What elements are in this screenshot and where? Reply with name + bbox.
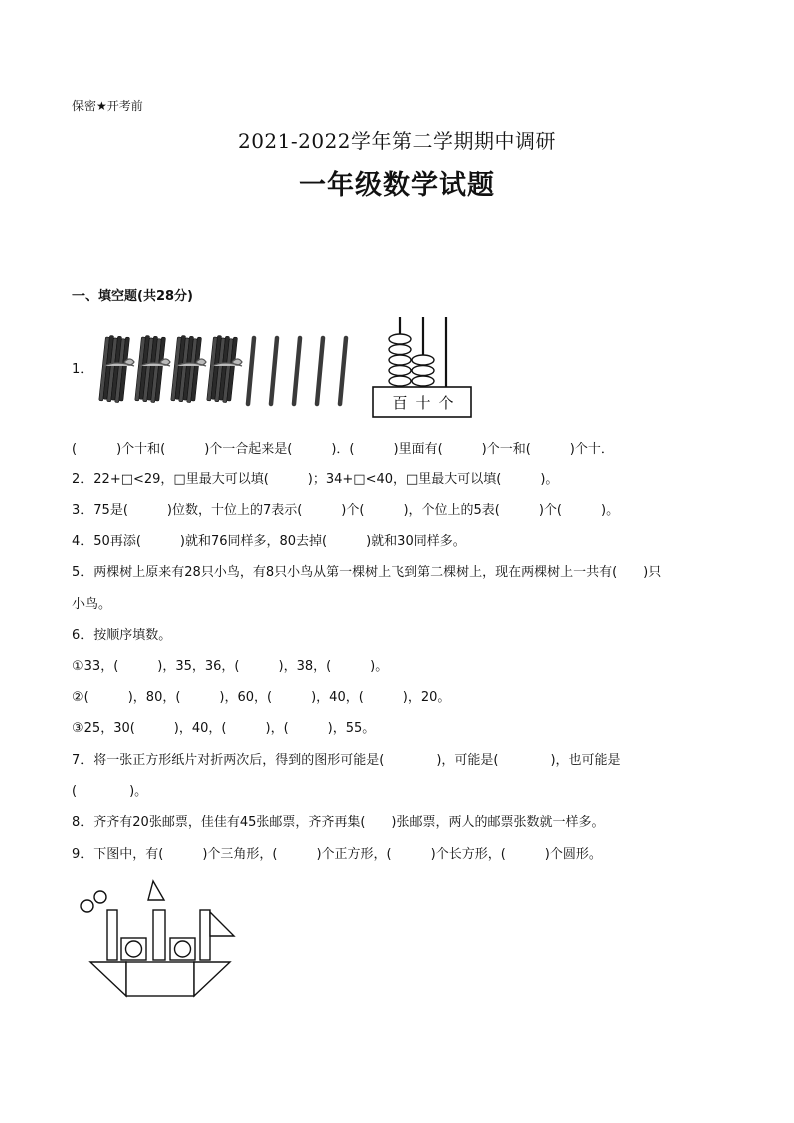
single-stick [271, 338, 277, 404]
abacus-bead [412, 355, 434, 365]
left-tall-rectangle [107, 910, 117, 960]
stick-bundle [99, 335, 134, 402]
right-square-circle [175, 941, 191, 957]
abacus-figure [370, 315, 476, 421]
stick-bundles-figure [98, 332, 360, 408]
abacus-bead [389, 355, 411, 365]
abacus-label-ones: 个 [438, 394, 454, 412]
question-8: 8．齐齐有20张邮票，佳佳有45张邮票，齐齐再集( )张邮票，两人的邮票张数就一样多。 [72, 815, 605, 830]
question-6-part1: ①33，( )，35，36，( )，38，( )。 [72, 659, 389, 674]
question-5-line1: 5．两棵树上原来有28只小鸟，有8只小鸟从第一棵树上飞到第二棵树上，现在两棵树上一共有( )只 [72, 565, 662, 580]
stick-bundle [135, 335, 170, 402]
stick-bundle [171, 335, 206, 402]
section-heading-fill-blanks: 一、填空题(共28分) [72, 289, 193, 304]
question-1-text: ( )个十和( )个一合起来是( )．( )里面有( )个一和( )个十． [72, 442, 614, 457]
confidential-label: 保密★开考前 [72, 99, 143, 113]
single-stick [340, 338, 346, 404]
abacus-bead [412, 366, 434, 376]
question-7-line1: 7．将一张正方形纸片对折两次后，得到的图形可能是( )，可能是( )，也可能是 [72, 753, 621, 768]
question-6: 6．按顺序填数。 [72, 628, 172, 643]
abacus-bead [389, 376, 411, 386]
single-stick [294, 338, 300, 404]
question-2: 2．22+□<29，□里最大可以填( )；34+□<40，□里最大可以填( )。 [72, 472, 559, 487]
hull-left-triangle [90, 962, 126, 996]
abacus-bead [412, 376, 434, 386]
small-circle-2 [94, 891, 106, 903]
question-1-number: 1． [72, 362, 94, 377]
question-4: 4．50再添( )就和76同样多，80去掉( )就和30同样多。 [72, 534, 466, 549]
question-7-line2: ( )。 [72, 784, 148, 799]
abacus-bead [389, 334, 411, 344]
right-tall-rectangle [200, 910, 210, 960]
hull-right-triangle [194, 962, 230, 996]
left-square-circle [126, 941, 142, 957]
abacus-label-tens: 十 [415, 394, 431, 412]
shape-boat-figure [74, 878, 244, 1002]
exam-title-line1: 2021-2022学年第二学期期中调研 [237, 129, 557, 153]
single-stick [317, 338, 323, 404]
flag-triangle [210, 912, 234, 936]
single-stick [248, 338, 254, 404]
question-5-line2: 小鸟。 [72, 597, 112, 612]
question-6-part3: ③25，30( )，40，( )，( )，55。 [72, 721, 376, 736]
exam-title-line2: 一年级数学试题 [299, 170, 495, 201]
stick-bundle [207, 335, 242, 402]
question-3: 3．75是( )位数，十位上的7表示( )个( )，个位上的5表( )个( )。 [72, 503, 620, 518]
abacus-bead [389, 345, 411, 355]
middle-tall-rectangle [153, 910, 165, 960]
abacus-label-hundreds: 百 [392, 394, 408, 412]
small-circle-1 [81, 900, 93, 912]
abacus-bead [389, 366, 411, 376]
hull-center-rectangle [126, 962, 194, 996]
question-6-part2: ②( )，80，( )，60，( )，40，( )，20。 [72, 690, 451, 705]
mast-triangle [148, 881, 164, 900]
question-9: 9．下图中，有( )个三角形，( )个正方形，( )个长方形，( )个圆形。 [72, 847, 602, 862]
